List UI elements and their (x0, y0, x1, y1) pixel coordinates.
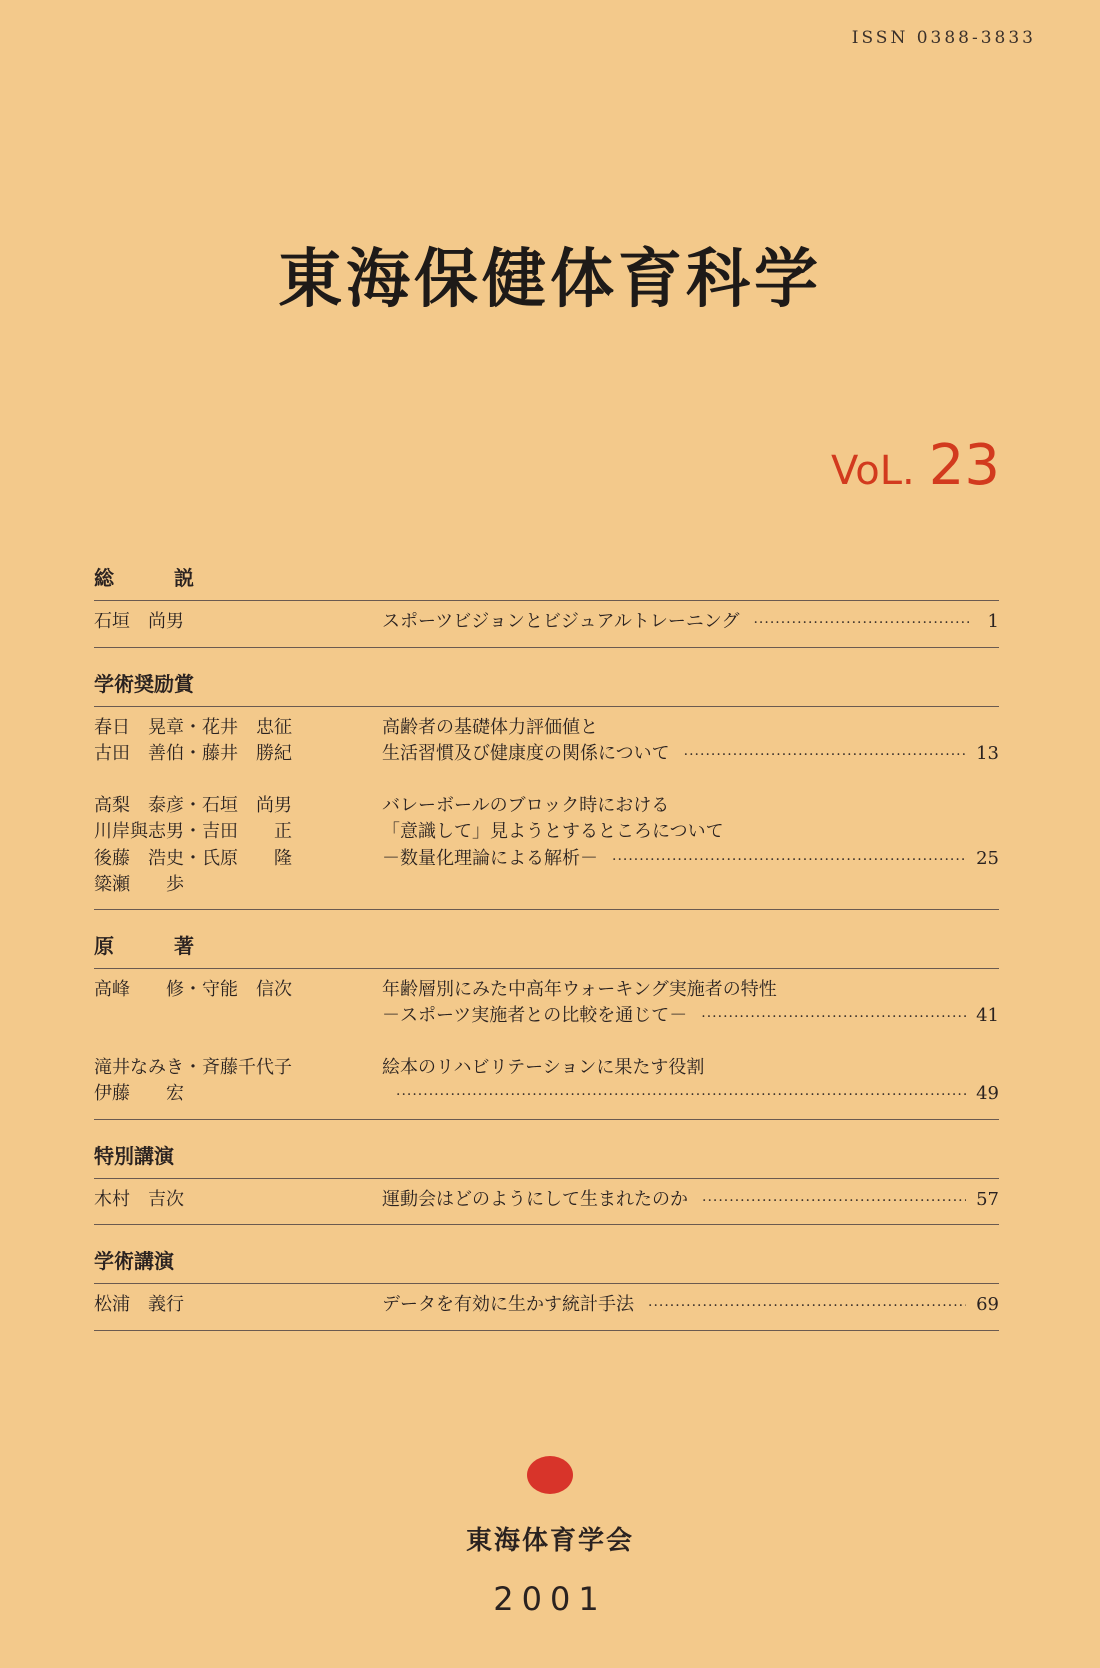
leader-dots (701, 1004, 966, 1031)
toc-entry[interactable] (94, 1284, 999, 1331)
author-line: 木村 吉次 (94, 1188, 184, 1210)
issn-number: ISSN 0388-3833 (851, 28, 1036, 48)
page-number: 41 (976, 1005, 999, 1026)
entry-authors (94, 1187, 382, 1215)
leader-dots (684, 742, 966, 769)
entry-authors (94, 609, 382, 637)
entry-authors (94, 1292, 382, 1320)
page-number: 1 (987, 611, 999, 632)
section-heading: 学術奨励賞 (94, 662, 999, 707)
title-line: 生活習慣及び健康度の関係について (382, 743, 670, 764)
author-line: 高峰 修・守能 信次 (94, 978, 292, 1000)
toc-entry[interactable] (94, 1179, 999, 1226)
author-line: 伊藤 宏 (94, 1083, 184, 1104)
title-line: バレーボールのブロック時における (382, 794, 670, 816)
leader-dots (702, 1188, 966, 1215)
title-line: 年齢層別にみた中高年ウォーキング実施者の特性 (382, 978, 777, 1000)
page-number: 25 (976, 847, 999, 869)
author-line: 石垣 尚男 (94, 611, 184, 632)
publication-year: 2001 (493, 1580, 607, 1618)
table-of-contents (94, 556, 999, 1331)
title-line: 絵本のリハビリテーションに果たす役割 (382, 1056, 705, 1078)
author-line: 松浦 義行 (94, 1294, 184, 1315)
volume-label (831, 433, 1000, 498)
leader-dots (648, 1293, 966, 1320)
page-number: 57 (976, 1188, 999, 1210)
author-line: 後藤 浩史・氏原 隆 (94, 847, 292, 869)
society-name: 東海体育学会 (465, 1526, 634, 1556)
author-line: 滝井なみき・斉藤千代子 (94, 1056, 292, 1078)
author-line: 高梨 泰彦・石垣 尚男 (94, 794, 292, 816)
entry-title (382, 609, 999, 637)
author-line: 川岸與志男・吉田 正 (94, 821, 292, 842)
entry-title (382, 1292, 999, 1320)
page-number: 49 (976, 1083, 999, 1104)
section-heading: 特別講演 (94, 1134, 999, 1179)
entry-title (382, 793, 999, 899)
entry-title (382, 977, 999, 1031)
page-number: 69 (976, 1294, 999, 1315)
title-line: 「意識して」見ようとするところについて (382, 821, 724, 842)
section-heading: 総 説 (94, 556, 999, 601)
entry-title (382, 1055, 999, 1109)
author-line: 古田 善伯・藤井 勝紀 (94, 743, 292, 764)
leader-dots (396, 1082, 966, 1109)
title-line: スポーツビジョンとビジュアルトレーニング (382, 611, 740, 632)
toc-entry[interactable] (94, 969, 999, 1041)
section-heading: 原 著 (94, 924, 999, 969)
volume-number: 23 (928, 433, 1000, 498)
author-line: 簗瀬 歩 (94, 874, 184, 895)
title-line: 高齢者の基礎体力評価値と (382, 716, 598, 738)
entry-authors (94, 793, 382, 899)
section-heading: 学術講演 (94, 1239, 999, 1284)
title-line: 運動会はどのようにして生まれたのか (382, 1188, 688, 1210)
toc-entry[interactable] (94, 1041, 999, 1120)
toc-entry[interactable] (94, 707, 999, 779)
page-number: 13 (976, 743, 999, 764)
title-line: －スポーツ実施者との比較を通じて－ (382, 1005, 688, 1026)
author-line: 春日 晃章・花井 忠征 (94, 716, 292, 738)
red-circle-mark (527, 1456, 573, 1494)
entry-authors (94, 1055, 382, 1109)
entry-title (382, 1187, 999, 1215)
volume-prefix: VoL. (831, 448, 915, 494)
title-line: データを有効に生かす統計手法 (382, 1294, 634, 1315)
journal-title: 東海保健体育科学 (278, 243, 822, 317)
entry-authors (94, 977, 382, 1031)
leader-dots (612, 847, 966, 874)
leader-dots (753, 610, 969, 637)
toc-entry[interactable] (94, 779, 999, 910)
title-line: －数量化理論による解析－ (382, 847, 598, 869)
entry-authors (94, 715, 382, 769)
entry-title (382, 715, 999, 769)
toc-entry[interactable] (94, 601, 999, 648)
